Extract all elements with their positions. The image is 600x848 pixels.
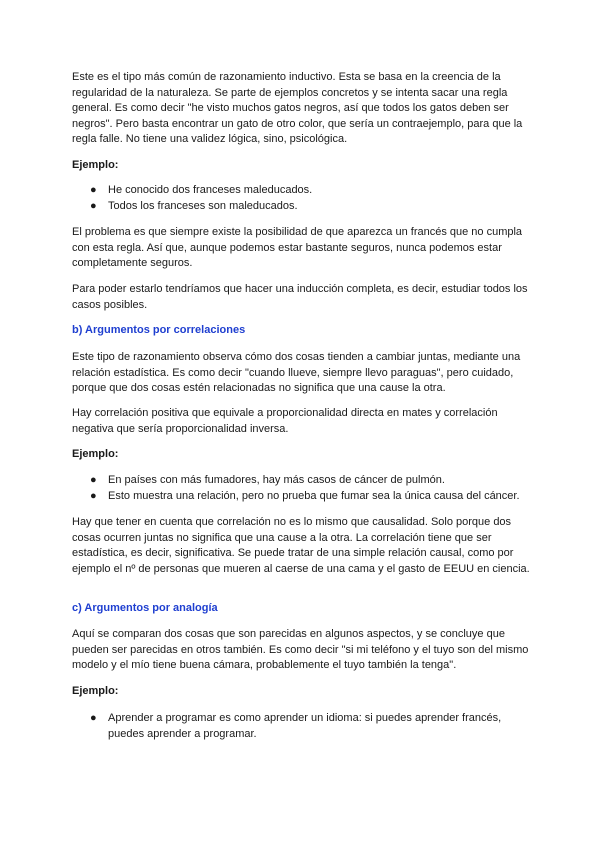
list-item: ● Esto muestra una relación, pero no prueba que fumar sea la única causa del cáncer. [72, 489, 532, 505]
example-label-2: Ejemplo: [72, 448, 119, 460]
bullet-icon: ● [90, 712, 97, 724]
bullet-icon: ● [90, 474, 97, 486]
list-item: ● Aprender a programar es como aprender un idioma: si puedes aprender francés, puedes aprender a programar. [90, 712, 502, 740]
heading-b: b) Argumentos por correlaciones [72, 324, 246, 336]
analogy-paragraph: Aquí se comparan dos cosas que son parecidas en algunos aspectos, y se concluye que pueden ser parecidas en otros también. Es como decir "si mi teléfono y el tuyo son del mismo modelo y el mío tiene buena cámara, probablemente el tuyo también la tenga". [72, 628, 529, 671]
bullet-icon: ● [90, 489, 97, 502]
example-list-3 [72, 711, 532, 742]
list-item: ● He conocido dos franceses maleducados. [72, 183, 532, 199]
correlation-paragraph: Este tipo de razonamiento observa cómo dos cosas tienden a cambiar juntas, mediante una relación estadística. Es como decir "cuando llueve, siempre llevo paraguas", pero cuidado, porque que dos cosas estén relacionadas no significa que una cause la otra. [72, 351, 521, 394]
example-list-1 [72, 183, 532, 214]
positive-negative-paragraph: Hay correlación positiva que equivale a proporcionalidad directa en mates y correlación negativa que sería proporcionalidad inversa. [72, 407, 498, 435]
example-list-2 [72, 473, 532, 504]
problem-paragraph: El problema es que siempre existe la posibilidad de que aparezca un francés que no cumpla con esta regla. Así que, aunque podemos estar bastante seguros, nunca podemos estar completamente seguros. [72, 226, 523, 269]
example-label-3: Ejemplo: [72, 685, 119, 697]
bullet-icon: ● [90, 199, 97, 212]
bullet-icon: ● [90, 184, 97, 196]
example-label-1: Ejemplo: [72, 159, 119, 171]
list-item: ● En países con más fumadores, hay más casos de cáncer de pulmón. [72, 473, 532, 489]
complete-induction-paragraph: Para poder estarlo tendríamos que hacer una inducción completa, es decir, estudiar todos los casos posibles. [72, 283, 528, 311]
list-item: ● Todos los franceses son maleducados. [72, 199, 532, 215]
causality-paragraph: Hay que tener en cuenta que correlación no es lo mismo que causalidad. Solo porque dos cosas ocurren juntas no significa que una cause a la otra. La correlación tiene que ser estadística, es decir, significativa. Se puede tratar de una simple relación causal, como por ejemplo el nº de personas que mueren al caerse de una cama y el gasto de EEUU en ciencia. [72, 516, 530, 575]
heading-c: c) Argumentos por analogía [72, 602, 218, 614]
intro-paragraph: Este es el tipo más común de razonamiento inductivo. Esta se basa en la creencia de la regularidad de la naturaleza. Se parte de ejemplos concretos y se intenta sacar una regla general. Es como decir "he visto muchos gatos negros, así que todos los gatos deben ser negros". Pero basta encontrar un gato de otro color, que sería un contraejemplo, para que la regla falle. No tiene una validez lógica, sino, psicológica. [72, 71, 523, 145]
